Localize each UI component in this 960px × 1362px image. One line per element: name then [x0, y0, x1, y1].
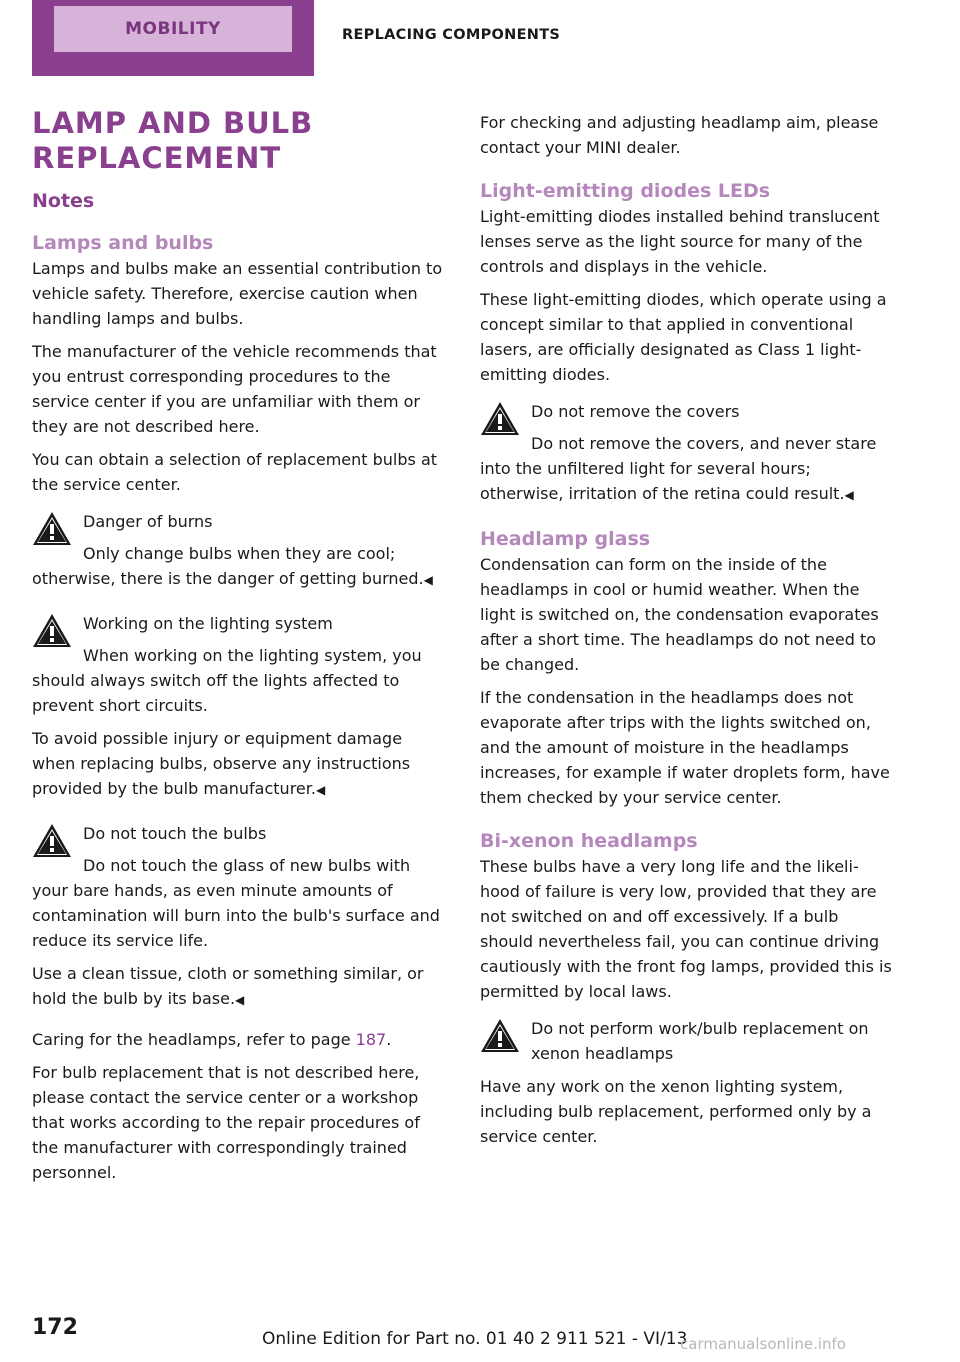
paragraph	[32, 726, 444, 803]
paragraph: Light-emitting diodes installed behind translucent lenses serve as the light source for many of the controls and displays in the vehicle.	[480, 207, 880, 276]
warning-block	[32, 509, 444, 593]
paragraph-text: Caring for the headlamps, refer to page	[32, 1030, 356, 1049]
warning-title: Do not remove the covers	[531, 402, 740, 421]
warning-body: Do not touch the glass of new bulbs with your bare hands, as even minute amounts of contamination will burn into the bulb's surface and reduce its service life.	[32, 856, 440, 950]
page-number: 172	[32, 1315, 78, 1340]
page-reference-link[interactable]: 187	[355, 1030, 387, 1049]
section-tab-label: MOBILITY	[54, 6, 292, 52]
headlamp-glass-heading: Headlamp glass	[480, 528, 651, 550]
section-tab	[32, 0, 314, 76]
warning-title: Danger of burns	[83, 512, 213, 531]
warning-body-text: Do not remove the covers, and never stare into the unfiltered light for several hours; otherwise, irritation of the retina could result.	[480, 434, 877, 503]
bi-xenon-heading: Bi-xenon headlamps	[480, 830, 698, 852]
paragraph: The manufacturer of the vehicle recommends that you entrust corresponding procedures to the service center if you are unfamiliar with them or they are not described here.	[32, 342, 437, 436]
warning-triangle-icon	[480, 1018, 520, 1054]
paragraph-text: Use a clean tissue, cloth or something similar, or hold the bulb by its base.	[32, 964, 424, 1008]
led-heading: Light-emitting diodes LEDs	[480, 180, 771, 202]
warning-block	[32, 611, 444, 718]
warning-body: When working on the lighting system, you should always switch off the lights affected to prevent short circuits.	[32, 646, 422, 715]
paragraph: For bulb replacement that is not described here, please contact the service center or a workshop that works according to the repair procedures of the manufacturer with correspondingly trained personnel.	[32, 1063, 420, 1182]
paragraph: These bulbs have a very long life and the likelihood of failure is very low, provided that they are not switched on and off excessively. If a bulb should nevertheless fail, you can continue driving cautiously with the front fog lamps, provided this is permitted by local laws.	[480, 857, 892, 1001]
warning-triangle-icon	[32, 613, 72, 649]
paragraph: These light-emitting diodes, which operate using a concept similar to that applied in conventional lasers, are officially designated as Class 1 light-emitting diodes.	[480, 290, 887, 384]
page-title: LAMP AND BULB REPLACEMENT	[32, 106, 314, 175]
paragraph: Have any work on the xenon lighting system, including bulb replacement, performed only by a service center.	[480, 1077, 872, 1146]
lamps-heading: Lamps and bulbs	[32, 232, 214, 254]
warning-body-text: Only change bulbs when they are cool; otherwise, there is the danger of getting burned.	[32, 544, 424, 588]
warning-triangle-icon	[480, 401, 520, 437]
right-column	[480, 110, 892, 1157]
warning-title: Do not perform work/bulb replacement on xenon headlamps	[531, 1019, 869, 1063]
paragraph: Lamps and bulbs make an essential contribution to vehicle safety. Therefore, exercise caution when handling lamps and bulbs.	[32, 259, 443, 328]
left-column	[32, 106, 444, 1193]
paragraph-text: .	[386, 1030, 392, 1049]
end-mark-icon: ◀	[844, 488, 854, 502]
paragraph	[32, 1027, 444, 1052]
warning-title: Working on the lighting system	[83, 614, 333, 633]
warning-body	[32, 541, 444, 593]
notes-heading: Notes	[32, 190, 95, 212]
warning-block	[480, 1016, 892, 1066]
breadcrumb: REPLACING COMPONENTS	[342, 27, 561, 43]
paragraph-text: To avoid possible injury or equipment damage when replacing bulbs, observe any instructions provided by the bulb manufacturer.	[32, 729, 411, 798]
end-mark-icon: ◀	[423, 573, 433, 587]
warning-title: Do not touch the bulbs	[83, 824, 267, 843]
warning-body	[480, 431, 892, 508]
warning-block	[32, 821, 444, 953]
edition-footer: Online Edition for Part no. 01 40 2 911 521 - VI/13	[262, 1329, 688, 1349]
end-mark-icon: ◀	[235, 993, 245, 1007]
warning-block	[480, 399, 892, 508]
paragraph: For checking and adjusting headlamp aim, please contact your MINI dealer.	[480, 113, 879, 157]
paragraph: If the condensation in the headlamps does not evaporate after trips with the lights switched on, and the amount of moisture in the headlamps increases, for example if water droplets form, have them checked by your service center.	[480, 688, 890, 807]
paragraph	[32, 961, 444, 1013]
paragraph: You can obtain a selection of replacement bulbs at the service center.	[32, 450, 438, 494]
end-mark-icon: ◀	[315, 783, 326, 797]
warning-triangle-icon	[32, 823, 72, 859]
watermark: carmanualsonline.info	[680, 1335, 846, 1353]
paragraph: Condensation can form on the inside of the headlamps in cool or humid weather. When the light is switched on, the condensation evaporates after a short time. The headlamps do not need to be changed.	[480, 555, 879, 674]
warning-triangle-icon	[32, 511, 72, 547]
